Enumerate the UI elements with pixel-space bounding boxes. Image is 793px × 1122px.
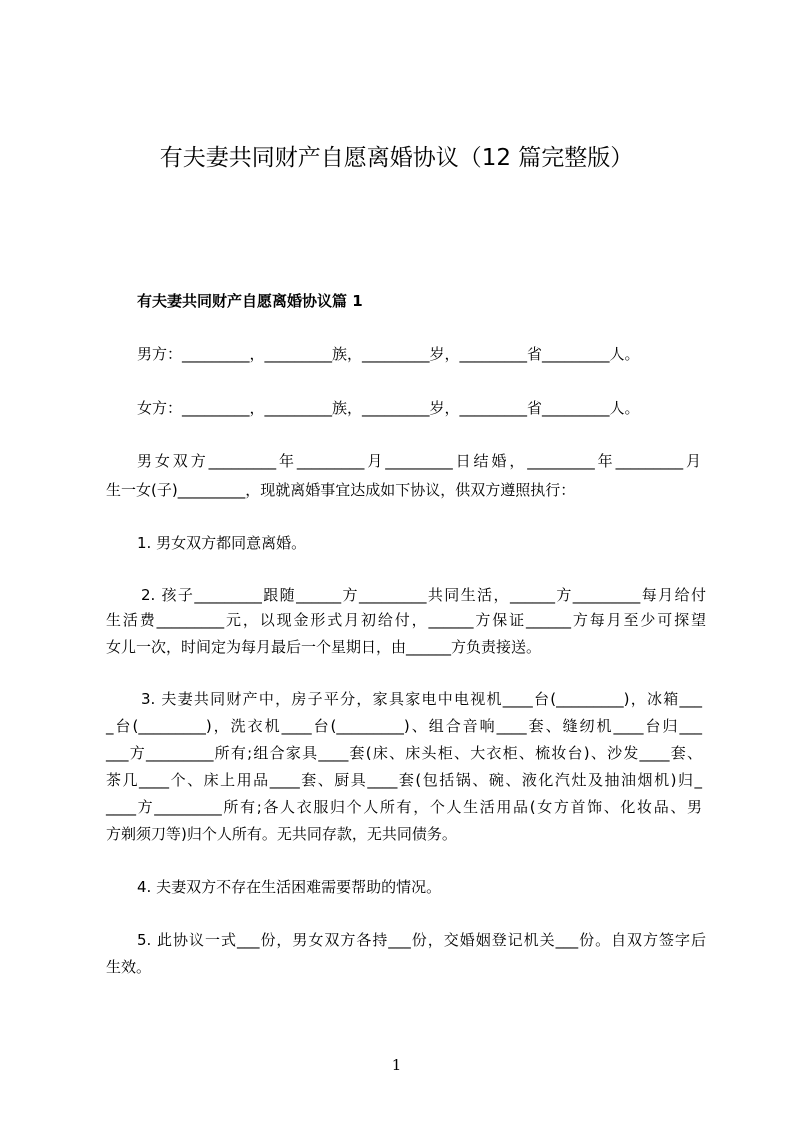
clause-3-line-2: _台(_________)，洗衣机____台(_________)、组合音响____套、缝纫机____台归___ bbox=[106, 717, 702, 735]
husband-info-line: 男方：_________，_________族，_________岁，_________省_________人。 bbox=[137, 345, 640, 363]
clause-3-line-3: ___方_________所有;组合家具____套(床、床头柜、大衣柜、梳妆台)、沙发____套、 bbox=[106, 744, 702, 762]
clause-3-line-6: 方剃须刀等)归个人所有。无共同存款，无共同债务。 bbox=[106, 825, 457, 843]
clause-5-line-2: 生效。 bbox=[106, 958, 152, 976]
clause-2-line-2: 生活费_________元，以现金形式月初给付，______方保证______方每月至少可探望 bbox=[106, 611, 706, 629]
marriage-line-1: 男女双方_________年_________月_________日结婚，_________年_________月 bbox=[137, 452, 701, 470]
clause-4: 4. 夫妻双方不存在生活困难需要帮助的情况。 bbox=[137, 878, 442, 896]
document-title: 有夫妻共同财产自愿离婚协议（12 篇完整版） bbox=[159, 145, 634, 171]
clause-2-line-1: 2. 孩子_________跟随______方_________共同生活，______方_________每月给付 bbox=[141, 586, 706, 604]
clause-1: 1. 男女双方都同意离婚。 bbox=[137, 534, 307, 552]
section-heading: 有夫妻共同财产自愿离婚协议篇 1 bbox=[137, 292, 363, 310]
clause-5-line-1: 5. 此协议一式___份，男女双方各持___份，交婚姻登记机关___份。自双方签字后 bbox=[137, 931, 706, 949]
clause-2-line-3: 女儿一次，时间定为每月最后一个星期日，由______方负责接送。 bbox=[106, 638, 542, 656]
wife-info-line: 女方：_________，_________族，_________岁，_________省_________人。 bbox=[137, 399, 640, 417]
marriage-line-2: 生一女(子)_________，现就离婚事宜达成如下协议，供双方遵照执行： bbox=[106, 481, 576, 499]
clause-3-line-5: ____方_________所有;各人衣服归个人所有，个人生活用品(女方首饰、化妆品、男 bbox=[106, 798, 702, 816]
page-number: 1 bbox=[391, 1056, 402, 1074]
clause-3-line-1: 3. 夫妻共同财产中，房子平分，家具家电中电视机____台(_________)，冰箱___ bbox=[141, 690, 702, 708]
clause-3-line-4: 茶几____个、床上用品____套、厨具____套(包括锅、碗、液化汽灶及抽油烟机)归_ bbox=[106, 771, 702, 789]
